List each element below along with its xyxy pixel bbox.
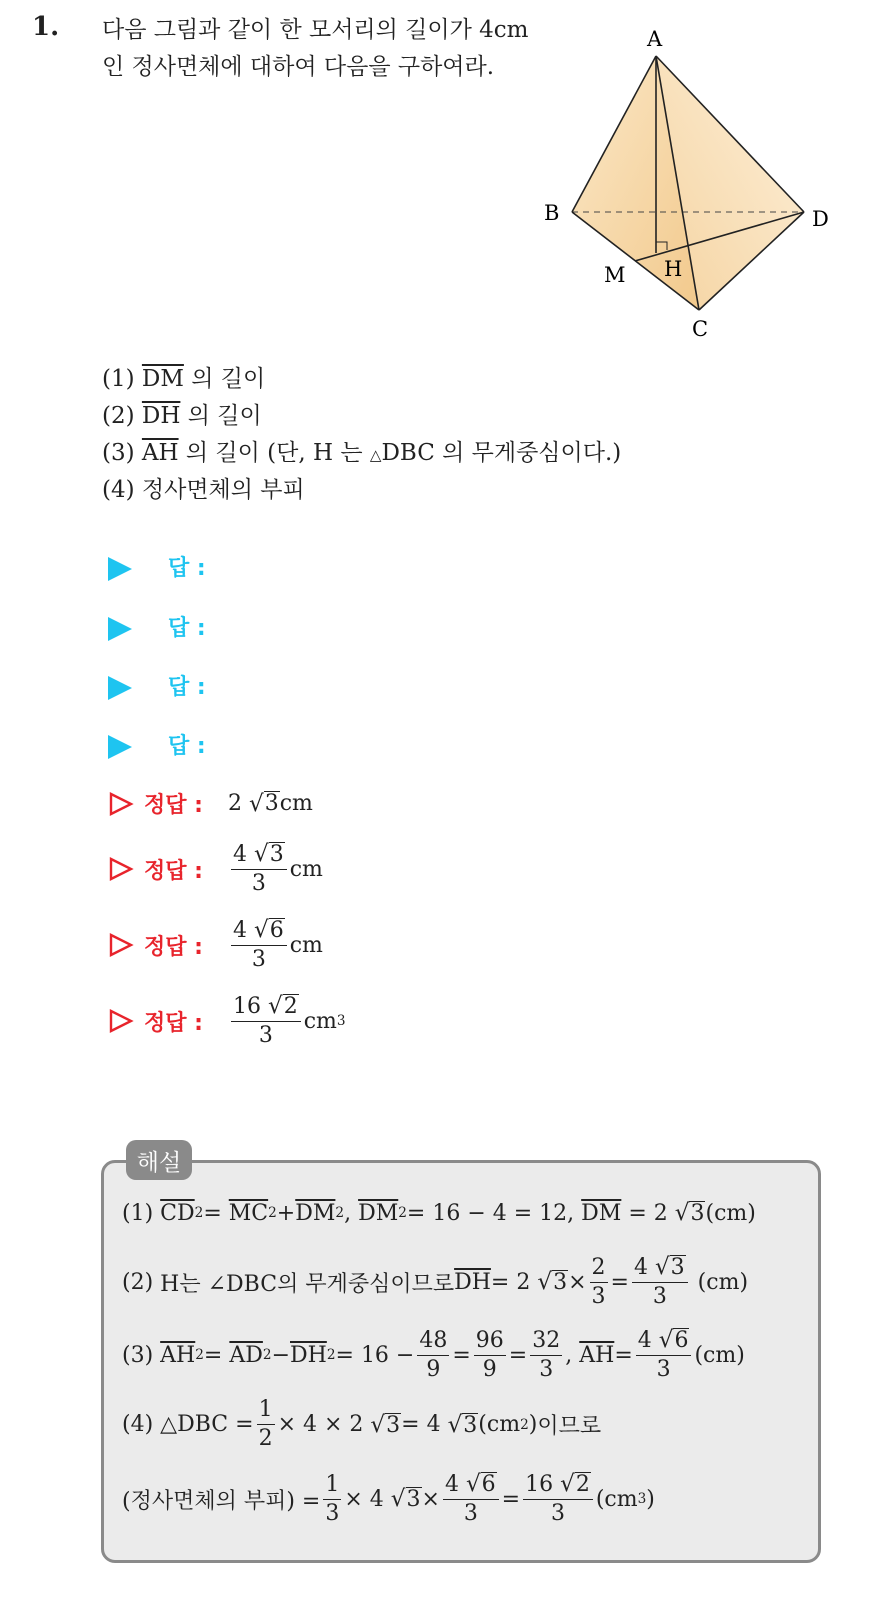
question-text: 다음 그림과 같이 한 모서리의 길이가 4cm 인 정사면체에 대하여 다음을 구하여라. [102,17,529,80]
solution-line-3: (3) $\overline{AH}$ 2 = $\overline{AD}$ 2 − $\overline{DH}$ 2 = 16 − $\frac{48}{9}$ = $\frac{96}{9}$ = $\frac{32}{3}$ , $\overline{AH}$ = 4 √ 6 3 (cm) [122,1327,745,1383]
label-c: C [692,317,709,341]
segment-label: $\overline{AH}$ [141,440,179,466]
segment-label: $\overline{DM}$ [141,366,184,392]
solution-tag: 해설 [126,1140,192,1180]
outline-play-icon [108,932,134,958]
answer-prompt-2[interactable]: 답 : [108,611,206,642]
label-h: H [664,257,683,281]
solution-line-2: (2) H는 ∠DBC의 무게중심이므로 $\overline{DH}$ = 2 √ 3 × $\frac{2}{3}$ = 4 √ 3 3 (cm) [122,1254,749,1310]
outline-play-icon [108,856,134,882]
play-icon [108,557,132,581]
answer-prompt-4[interactable]: 답 : [108,729,206,760]
play-icon [108,676,132,700]
correct-answer-1: 정답 : 2 √ 3 cm [108,788,313,819]
answer-prompt-1[interactable]: 답 : [108,551,206,582]
subquestion-4: (4) 정사면체의 부피 [102,477,305,503]
solution-line-4: (4) △DBC = $\frac{1}{2}$ × 4 × 2 √ 3 = 4 √ 3 (cm 2 ) 이므로 [122,1397,602,1452]
tetrahedron-figure [536,20,836,345]
label-a: A [647,27,663,51]
play-icon [108,617,132,641]
subquestion-3: (3) $\overline{AH}$ 의 길이 (단, H 는 △DBC 의 무게중심이다.) [102,440,622,466]
outline-play-icon [108,791,134,817]
correct-answer-2: 정답 : 4 √ 3 3 cm [108,842,323,897]
correct-answer-3: 정답 : 4 √ 6 3 cm [108,918,323,973]
solution-line-1: (1) $\overline{CD}$ 2 = $\overline{MC}$ 2 + $\overline{DM}$ 2 , $\overline{DM}$ 2 = 16 − 4 = 12, $\overline{DM}$ = 2 √ 3 (cm) [122,1200,756,1226]
segment-label: $\overline{DH}$ [141,403,181,429]
answer-prompt-3[interactable]: 답 : [108,670,206,701]
play-icon [108,735,132,759]
correct-answer-4: 정답 : 16 √ 2 3 cm 3 [108,994,346,1049]
subquestion-1: (1) $\overline{DM}$ 의 길이 [102,366,266,392]
subquestion-2: (2) $\overline{DH}$ 의 길이 [102,403,262,429]
label-d: D [812,207,829,231]
label-m: M [604,263,626,287]
question-number: 1. [32,12,60,42]
label-b: B [544,201,560,225]
outline-play-icon [108,1008,134,1034]
solution-line-5: (정사면체의 부피) = $\frac{1}{3}$ × 4 √ 3 × 4 √ 6 3 = 16 √ 2 3 (cm 3 ) [122,1471,655,1527]
